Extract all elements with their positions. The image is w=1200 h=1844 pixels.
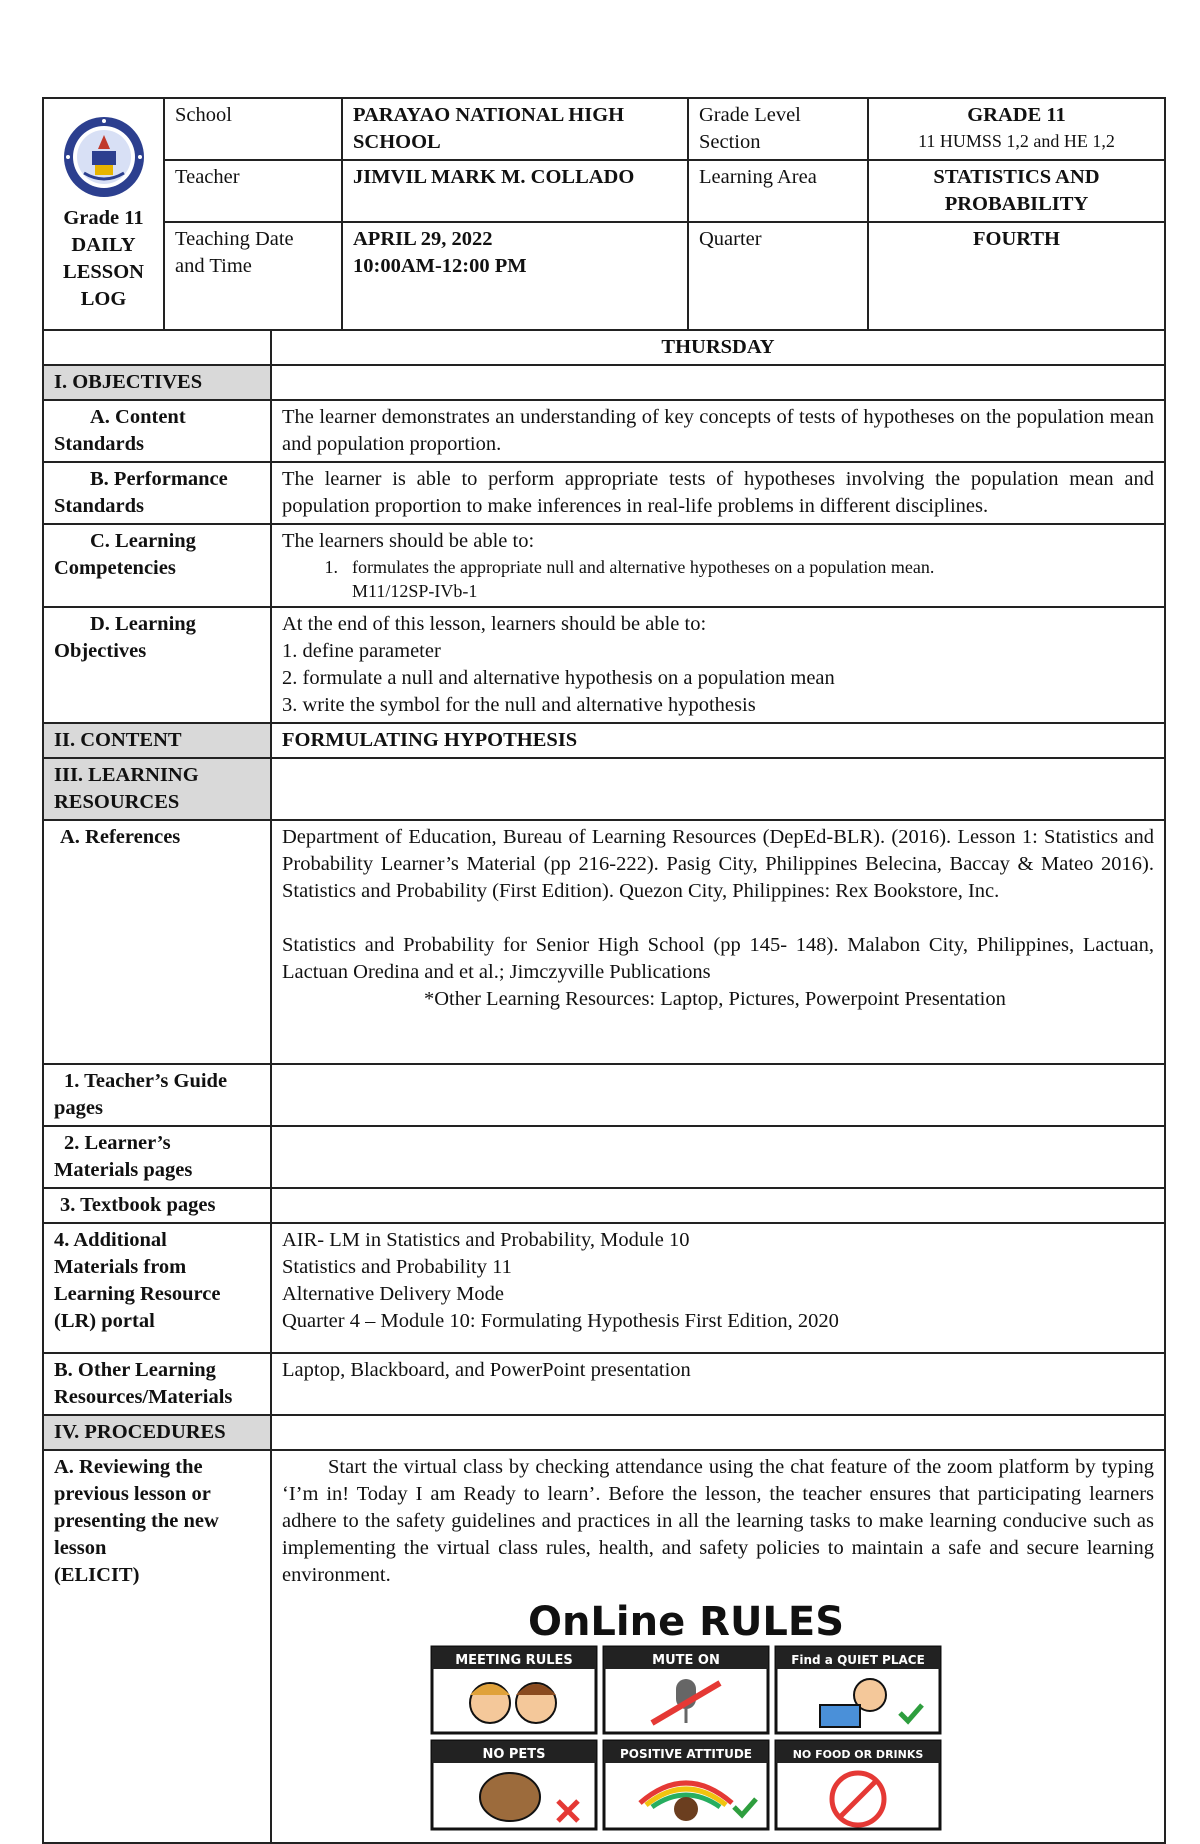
svg-text:MUTE ON: MUTE ON [652, 1653, 720, 1668]
quarter-value: FOURTH [868, 222, 1165, 330]
poster-cell-no-food-drinks [776, 1741, 940, 1829]
main-table [42, 329, 1166, 1844]
competency-code: M11/12SP-IVb-1 [352, 581, 478, 601]
performance-standards-label: B. Performance Standards [43, 462, 271, 524]
svg-text:NO PETS: NO PETS [482, 1747, 546, 1762]
learning-area-label: Learning Area [688, 160, 868, 222]
day-blank-cell [43, 330, 271, 365]
objective-item: 3. write the symbol for the null and alternative hypothesis [282, 694, 756, 716]
log-label: LOG [80, 288, 127, 310]
learning-resources-blank [271, 758, 1165, 820]
teaching-date-value: APRIL 29, 2022 10:00AM-12:00 PM [342, 222, 688, 330]
lesson-label: LESSON [63, 261, 144, 283]
review-label: A. Reviewing the previous lesson or presenting the new lesson (ELICIT) [43, 1450, 271, 1843]
competency-item: formulates the appropriate null and alternative hypotheses on a population mean. [352, 557, 935, 577]
online-rules-poster [430, 1595, 942, 1831]
content-standards-text: The learner demonstrates an understanding of key concepts of tests of hypotheses on the population mean and population proportion. [271, 400, 1165, 462]
learning-resources-heading: III. LEARNING RESOURCES [43, 758, 271, 820]
objective-item: 1. define parameter [282, 640, 441, 662]
additional-materials-text: AIR- LM in Statistics and Probability, Module 10 Statistics and Probability 11 Alternative Delivery Mode Quarter 4 – Module 10: Formulating Hypothesis First Edition, 2020 [271, 1223, 1165, 1353]
content-value: FORMULATING HYPOTHESIS [271, 723, 1165, 758]
objective-item: 2. formulate a null and alternative hypothesis on a population mean [282, 667, 835, 689]
teachers-guide-value [271, 1064, 1165, 1126]
svg-text:Find a QUIET PLACE: Find a QUIET PLACE [791, 1653, 925, 1667]
teaching-date-label: Teaching Date and Time [164, 222, 342, 330]
textbook-pages-value [271, 1188, 1165, 1223]
learning-competencies-label: C. Learning Competencies [43, 524, 271, 607]
grade-log-cell [43, 98, 164, 330]
poster-cell-mute-on [604, 1647, 768, 1733]
teacher-label: Teacher [164, 160, 342, 222]
review-text: Start the virtual class by checking attendance using the chat feature of the zoom platform by typing ‘I’m in! Today I am Ready to learn’. Before the lesson, the teacher ensures that participating learners adhere to the safety guidelines and practices in all the learning tasks to make learning conducive such as implementing the virtual class rules, health, and safety policies to maintain a safe and secure learning environment. [282, 1456, 1154, 1586]
learning-area-value: STATISTICS AND PROBABILITY [868, 160, 1165, 222]
performance-standards-text: The learner is able to perform appropriate tests of hypotheses involving the population mean and population proportion to make inferences in real-life problems in different disciplines. [271, 462, 1165, 524]
poster-cell-positive-attitude [604, 1741, 768, 1829]
learners-materials-label: 2. Learner’s Materials pages [43, 1126, 271, 1188]
teachers-guide-label: 1. Teacher’s Guide pages [43, 1064, 271, 1126]
poster-cell-meeting-rules [432, 1647, 596, 1733]
poster-cell-quiet-place [776, 1647, 940, 1733]
additional-materials-label: 4. Additional Materials from Learning Resource (LR) portal [43, 1223, 271, 1353]
quarter-label: Quarter [688, 222, 868, 330]
grade-section-value: GRADE 11 11 HUMSS 1,2 and HE 1,2 [868, 98, 1165, 160]
references-text: Department of Education, Bureau of Learning Resources (DepEd-BLR). (2016). Lesson 1: Statistics and Probability Learner’s Material (pp 216-222). Pasig City, Philippines Belecina, Baccay & Mateo 2016). Statistics and Probability (First Edition). Quezon City, Philippines: Rex Bookstore, Inc. Statistics and Probability for Senior High School (pp 145- 148). Malabon City, Philippines, Lactuan, Lactuan Oredina and et al.; Jimczyville Publications *Other Learning Resources: Laptop, Pictures, Powerpoint Presentation [271, 820, 1165, 1064]
header-table [42, 97, 1166, 331]
other-resources-label: B. Other Learning Resources/Materials [43, 1353, 271, 1415]
procedures-blank [271, 1415, 1165, 1450]
other-resources-text: Laptop, Blackboard, and PowerPoint presentation [271, 1353, 1165, 1415]
day-header: THURSDAY [271, 330, 1165, 365]
objectives-blank [271, 365, 1165, 400]
learning-objectives-text: At the end of this lesson, learners should be able to: 1. define parameter 2. formulate a null and alternative hypothesis on a population mean 3. write the symbol for the null and alternative hypothesis [271, 607, 1165, 723]
learning-objectives-label: D. Learning Objectives [43, 607, 271, 723]
deped-seal-icon [62, 115, 146, 199]
content-standards-label: A. Content Standards [43, 400, 271, 462]
textbook-pages-label: 3. Textbook pages [43, 1188, 271, 1223]
daily-lesson-log [42, 97, 1164, 1844]
references-label: A. References [43, 820, 271, 1064]
daily-label: DAILY [71, 234, 136, 256]
teacher-value: JIMVIL MARK M. COLLADO [342, 160, 688, 222]
grade-label: Grade 11 [63, 207, 144, 229]
objectives-heading: I. OBJECTIVES [43, 365, 271, 400]
learning-competencies-text: The learners should be able to: 1. formulates the appropriate null and alternative hypotheses on a population mean. M11/12SP-IVb-1 [271, 524, 1165, 607]
svg-text:POSITIVE ATTITUDE: POSITIVE ATTITUDE [620, 1747, 752, 1761]
svg-text:MEETING RULES: MEETING RULES [455, 1653, 573, 1668]
procedures-heading: IV. PROCEDURES [43, 1415, 271, 1450]
school-value: PARAYAO NATIONAL HIGH SCHOOL [342, 98, 688, 160]
content-heading: II. CONTENT [43, 723, 271, 758]
school-label: School [164, 98, 342, 160]
svg-text:NO FOOD OR DRINKS: NO FOOD OR DRINKS [792, 1748, 924, 1761]
learners-materials-value [271, 1126, 1165, 1188]
grade-section-label: Grade Level Section [688, 98, 868, 160]
review-content [271, 1450, 1165, 1843]
poster-title: OnLine RULES [527, 1599, 845, 1645]
poster-cell-no-pets [432, 1741, 596, 1829]
